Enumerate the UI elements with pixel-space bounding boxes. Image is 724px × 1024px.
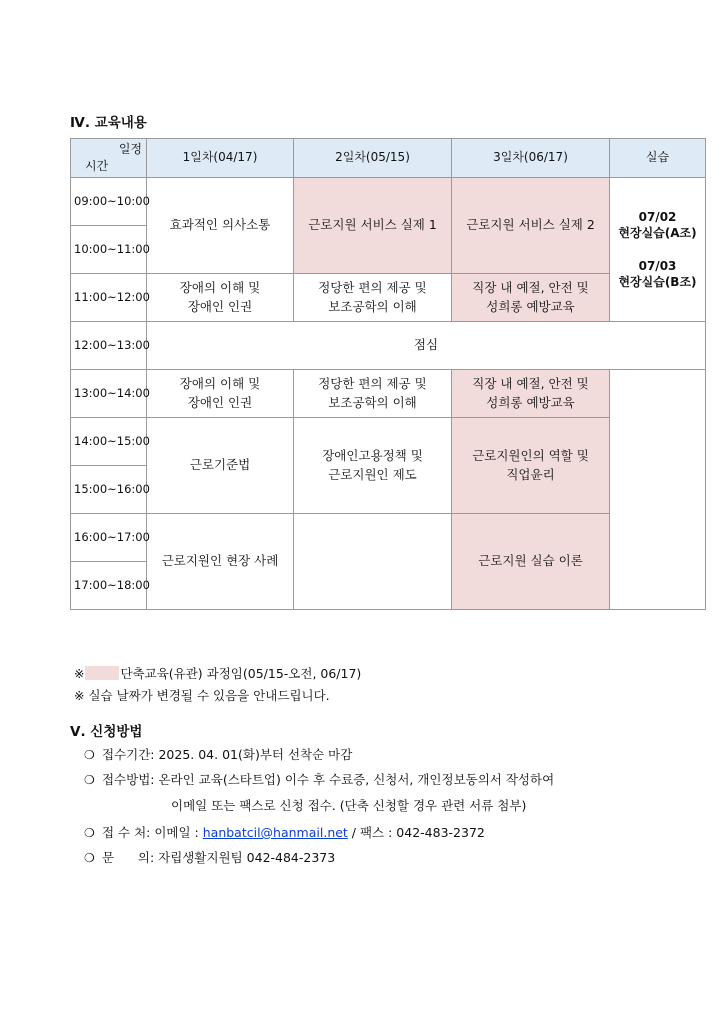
corner-schedule-label: 일정 [118,142,142,156]
cell-disability-understanding-2: 장애의 이해 및 장애인 인권 [147,370,294,418]
cell-workplace-etiquette-2: 직장 내 예절, 안전 및 성희롱 예방교육 [452,370,610,418]
period-text: 접수기간: 2025. 04. 01(화)부터 선착순 마감 [101,747,353,762]
header-day2: 2일차(05/15) [294,139,452,178]
cell-practicum-empty [610,370,706,610]
cell-field-practicum: 07/02 현장실습(A조) 07/03 현장실습(B조) [610,178,706,322]
cell-service-practice-1: 근로지원 서비스 실제 1 [294,178,452,274]
section-5-title: Ⅴ. 신청방법 [70,724,143,740]
cell-lunch: 점심 [147,322,706,370]
cell-service-practice-2: 근로지원 서비스 실제 2 [452,178,610,274]
cell-day2-empty [294,514,452,610]
cell-reasonable-accommodation-2: 정당한 편의 제공 및 보조공학의 이해 [294,370,452,418]
circle-bullet-icon: ❍ [84,773,95,787]
time-cell: 15:00~16:00 [71,466,147,514]
corner-time-label: 시간 [85,158,109,173]
cell-field-cases: 근로지원인 현장 사례 [147,514,294,610]
list-item-inquiry [84,848,335,866]
note-short-course-text: 단축교육(유관) 과정임(05/15-오전, 06/17) [120,666,362,681]
time-cell: 14:00~15:00 [71,418,147,466]
email-link[interactable]: hanbatcil@hanmail.net [202,825,348,840]
cell-effective-communication: 효과적인 의사소통 [147,178,294,274]
contact-fax: / 팩스 : 042-483-2372 [347,825,485,840]
note-mark: ※ [74,666,85,681]
time-cell: 16:00~17:00 [71,514,147,562]
list-item-method [84,770,554,788]
contact-prefix: 접 수 처: 이메일 : [101,825,203,840]
schedule-table [70,138,706,610]
section-4-title: Ⅳ. 교육내용 [70,115,147,131]
time-cell: 17:00~18:00 [71,562,147,610]
time-cell: 12:00~13:00 [71,322,147,370]
header-practicum: 실습 [610,139,706,178]
corner-header-cell [71,139,147,178]
note-date-change: ※ 실습 날짜가 변경될 수 있음을 안내드립니다. [74,688,330,703]
circle-bullet-icon: ❍ [84,748,95,762]
time-cell: 11:00~12:00 [71,274,147,322]
list-item-period [84,745,352,763]
list-item-contact [84,823,485,841]
cell-role-ethics: 근로지원인의 역할 및 직업윤리 [452,418,610,514]
method-text-line2: 이메일 또는 팩스로 신청 접수. (단축 신청할 경우 관련 서류 첨부) [171,798,527,813]
cell-practice-theory: 근로지원 실습 이론 [452,514,610,610]
note-short-course [74,664,361,682]
table-header-row [71,139,706,178]
table-row [71,370,706,418]
inquiry-text: 문 의: 자립생활지원팀 042-484-2373 [101,850,336,865]
header-day1: 1일차(04/17) [147,139,294,178]
table-row [71,178,706,226]
highlight-swatch [85,666,119,680]
table-row [71,322,706,370]
cell-labor-standards-act: 근로기준법 [147,418,294,514]
circle-bullet-icon: ❍ [84,851,95,865]
cell-disability-understanding: 장애의 이해 및 장애인 인권 [147,274,294,322]
cell-reasonable-accommodation: 정당한 편의 제공 및 보조공학의 이해 [294,274,452,322]
time-cell: 10:00~11:00 [71,226,147,274]
time-cell: 13:00~14:00 [71,370,147,418]
cell-workplace-etiquette: 직장 내 예절, 안전 및 성희롱 예방교육 [452,274,610,322]
cell-employment-policy: 장애인고용정책 및 근로지원인 제도 [294,418,452,514]
time-cell: 09:00~10:00 [71,178,147,226]
header-day3: 3일차(06/17) [452,139,610,178]
method-text-line1: 접수방법: 온라인 교육(스타트업) 이수 후 수료증, 신청서, 개인정보동의서 작성하여 [101,772,555,787]
circle-bullet-icon: ❍ [84,826,95,840]
